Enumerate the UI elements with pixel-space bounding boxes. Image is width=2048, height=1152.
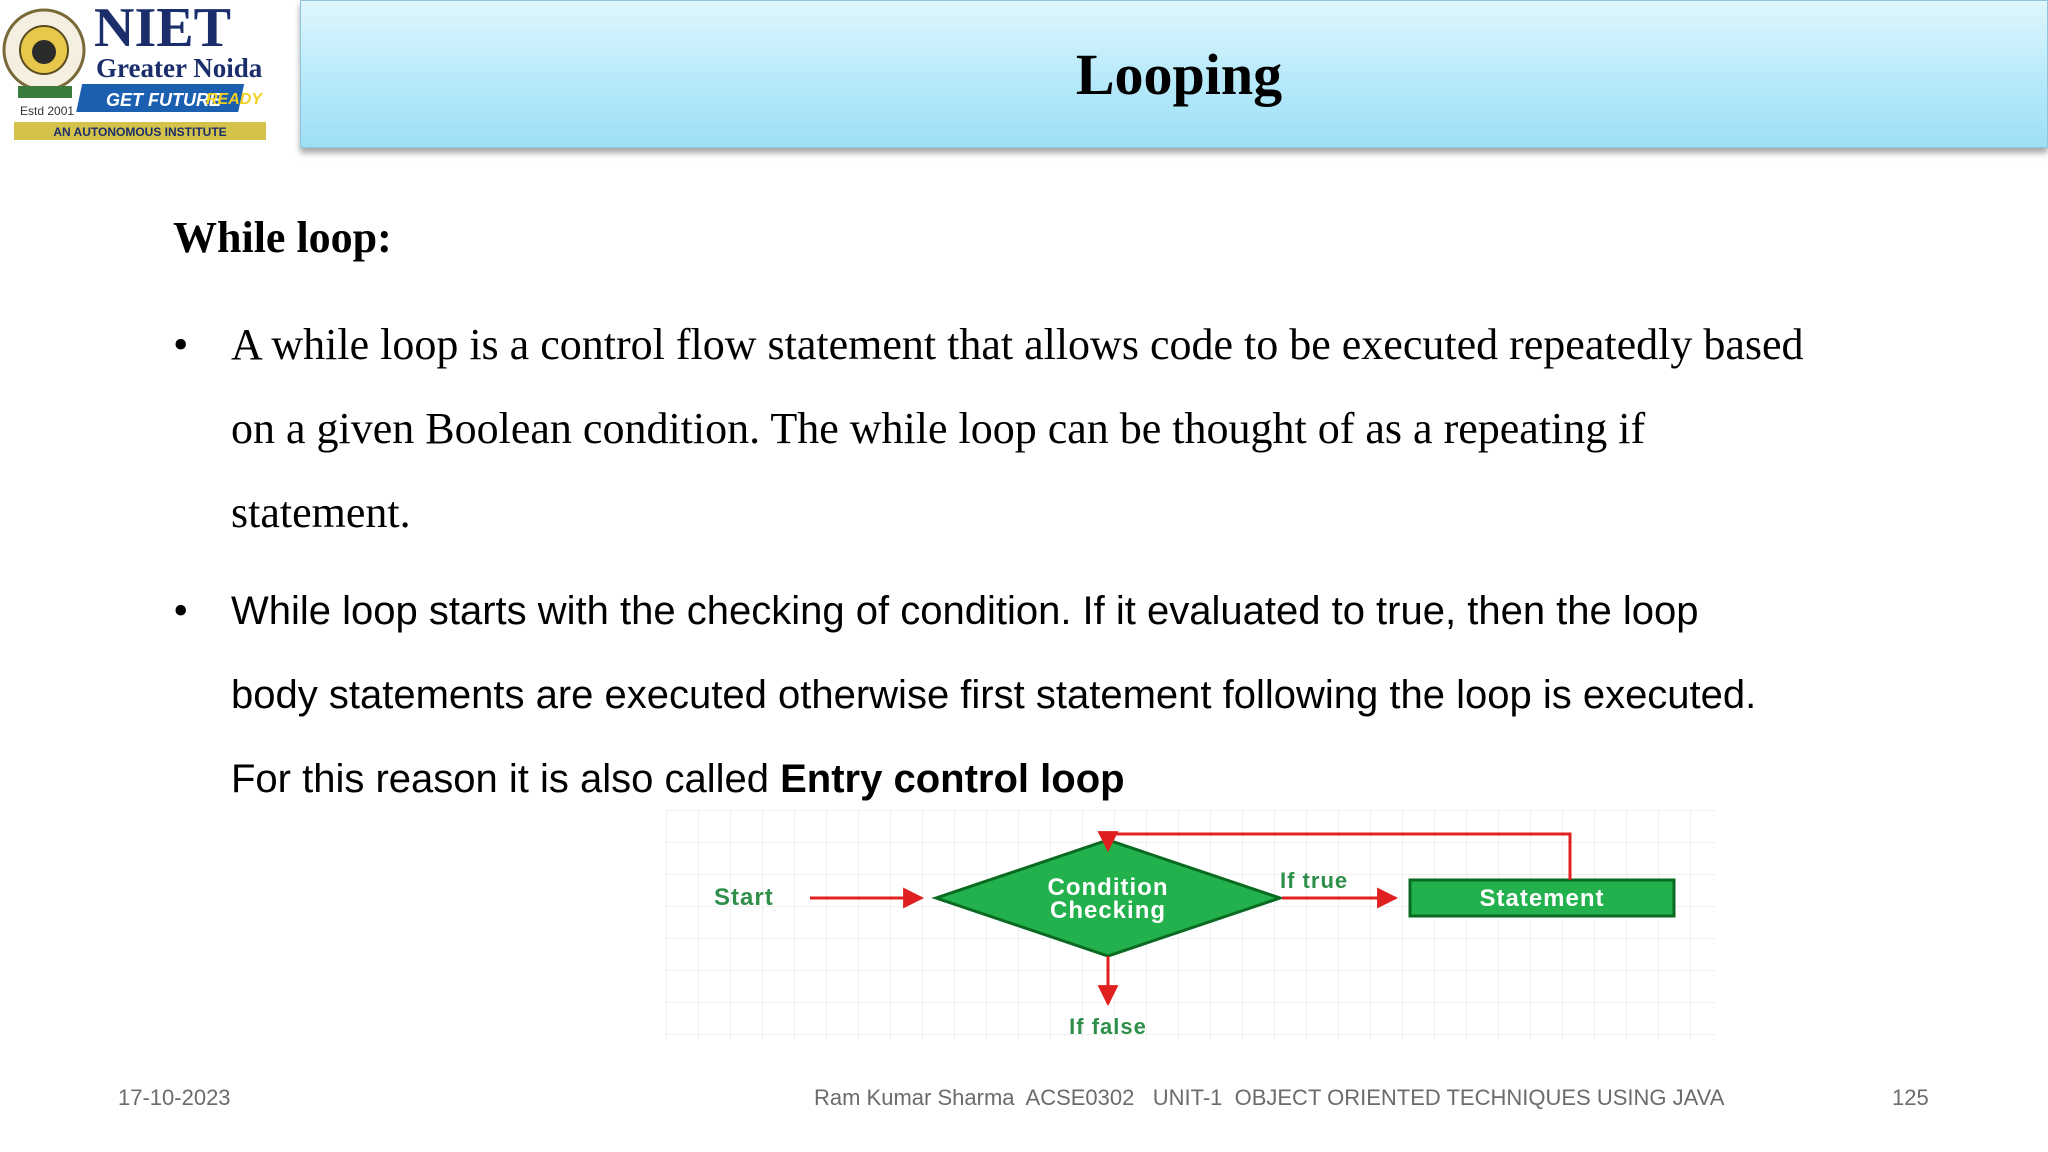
footer-author-course: Ram Kumar Sharma ACSE0302 UNIT-1 OBJECT ORIENTED TECHNIQUES USING JAVA: [814, 1085, 1725, 1110]
condition-line-2: Checking: [1049, 897, 1167, 924]
entry-control-loop-term: Entry control loop: [780, 757, 1125, 801]
niet-logo: [0, 0, 272, 148]
bullet-2-marker: •: [173, 586, 189, 635]
tagline-ready: READY: [206, 91, 263, 108]
if-false-label: If false: [1069, 1014, 1147, 1039]
title-bar: [300, 0, 2048, 148]
footer-date: 17-10-2023: [118, 1085, 231, 1110]
bullet-2-text: [231, 569, 1931, 821]
bullet-2-line-1: While loop starts with the checking of condition. If it evaluated to true, then the loop: [231, 589, 1699, 633]
bullet-1-marker: •: [173, 320, 189, 369]
section-heading: While loop:: [173, 213, 392, 262]
start-label: Start: [714, 884, 774, 911]
statement-label: Statement: [1479, 885, 1605, 912]
logo-location: Greater Noida: [96, 53, 263, 83]
bullet-2-line-2: body statements are executed otherwise first statement following the loop is executed.: [231, 673, 1757, 717]
bullet-1-line-2: on a given Boolean condition. The while loop can be thought of as a repeating if: [231, 404, 1646, 453]
slide-title: Looping: [1075, 41, 1283, 107]
tagline-get: GET FUTURE: [106, 90, 221, 110]
logo-name: NIET: [94, 0, 231, 59]
condition-line-1: Condition: [1047, 874, 1169, 901]
logo-established: Estd 2001: [20, 104, 75, 118]
while-loop-flowchart: [666, 810, 1716, 1040]
if-true-label: If true: [1280, 868, 1349, 893]
bullet-1-line-3: statement.: [231, 488, 411, 537]
emblem-core: [32, 40, 56, 64]
page-number: 125: [1892, 1085, 1929, 1110]
bullet-2-line-3-prefix: For this reason it is also called: [231, 757, 781, 801]
bullet-2-line-3: [231, 737, 1931, 821]
bullet-1-line-1: A while loop is a control flow statement that allows code to be executed repeatedly based: [231, 320, 1804, 369]
bullet-1-text: [231, 303, 1931, 555]
emblem-ribbon: [18, 86, 72, 98]
logo-institute: AN AUTONOMOUS INSTITUTE: [53, 125, 227, 139]
